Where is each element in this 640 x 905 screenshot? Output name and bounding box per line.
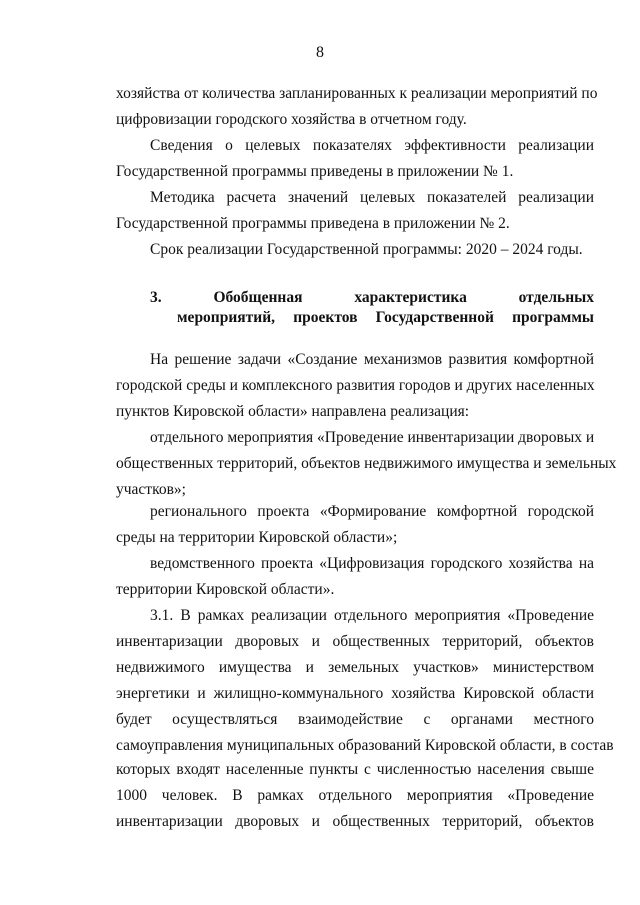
text-line: Сведения о целевых показателях эффективности реализации [150,137,594,154]
text-line: среды на территории Кировской области»; [116,529,398,546]
text-line: пунктов Кировской области» направлена реализация: [116,403,470,420]
text-line: территории Кировской области». [116,581,335,598]
text-line: общественных территорий, объектов недвижимого имущества и земельных [116,455,617,472]
text-line: отдельного мероприятия «Проведение инвентаризации дворовых и [150,429,595,446]
text-line: На решение задачи «Создание механизмов развития комфортной [150,351,594,368]
text-line: инвентаризации дворовых и общественных территорий, объектов [116,633,594,650]
text-line: Государственной программы приведена в приложении № 2. [116,215,510,232]
text-line: Срок реализации Государственной программы: 2020 – 2024 годы. [150,241,583,258]
text-line: которых входят населенные пункты с численностью населения свыше [116,761,594,778]
text-line: будет осуществляться взаимодействие с органами местного [116,711,594,728]
text-line: недвижимого имущества и земельных участков» министерством [116,659,594,676]
section-heading-line: 3. Обобщенная характеристика отдельных [150,289,594,306]
text-line: самоуправления муниципальных образований Кировской области, в состав [116,737,614,754]
section-heading-line: мероприятий, проектов Государственной программы [177,309,594,326]
text-line: городской среды и комплексного развития городов и других населенных [116,377,595,394]
text-line: регионального проекта «Формирование комфортной городской [150,503,594,520]
text-line: Государственной программы приведены в приложении № 1. [116,163,514,180]
text-line: хозяйства от количества запланированных к реализации мероприятий по [116,85,598,102]
text-line: цифровизации городского хозяйства в отчетном году. [116,111,467,128]
text-line: 3.1. В рамках реализации отдельного мероприятия «Проведение [150,607,594,624]
text-line: Методика расчета значений целевых показателей реализации [150,189,594,206]
page-number: 8 [316,44,324,61]
text-line: ведомственного проекта «Цифровизация городского хозяйства на [150,555,594,572]
text-line: инвентаризации дворовых и общественных территорий, объектов [116,813,594,830]
text-line: участков»; [116,481,186,498]
text-line: 1000 человек. В рамках отдельного мероприятия «Проведение [116,787,594,804]
text-line: энергетики и жилищно-коммунального хозяйства Кировской области [116,685,594,702]
